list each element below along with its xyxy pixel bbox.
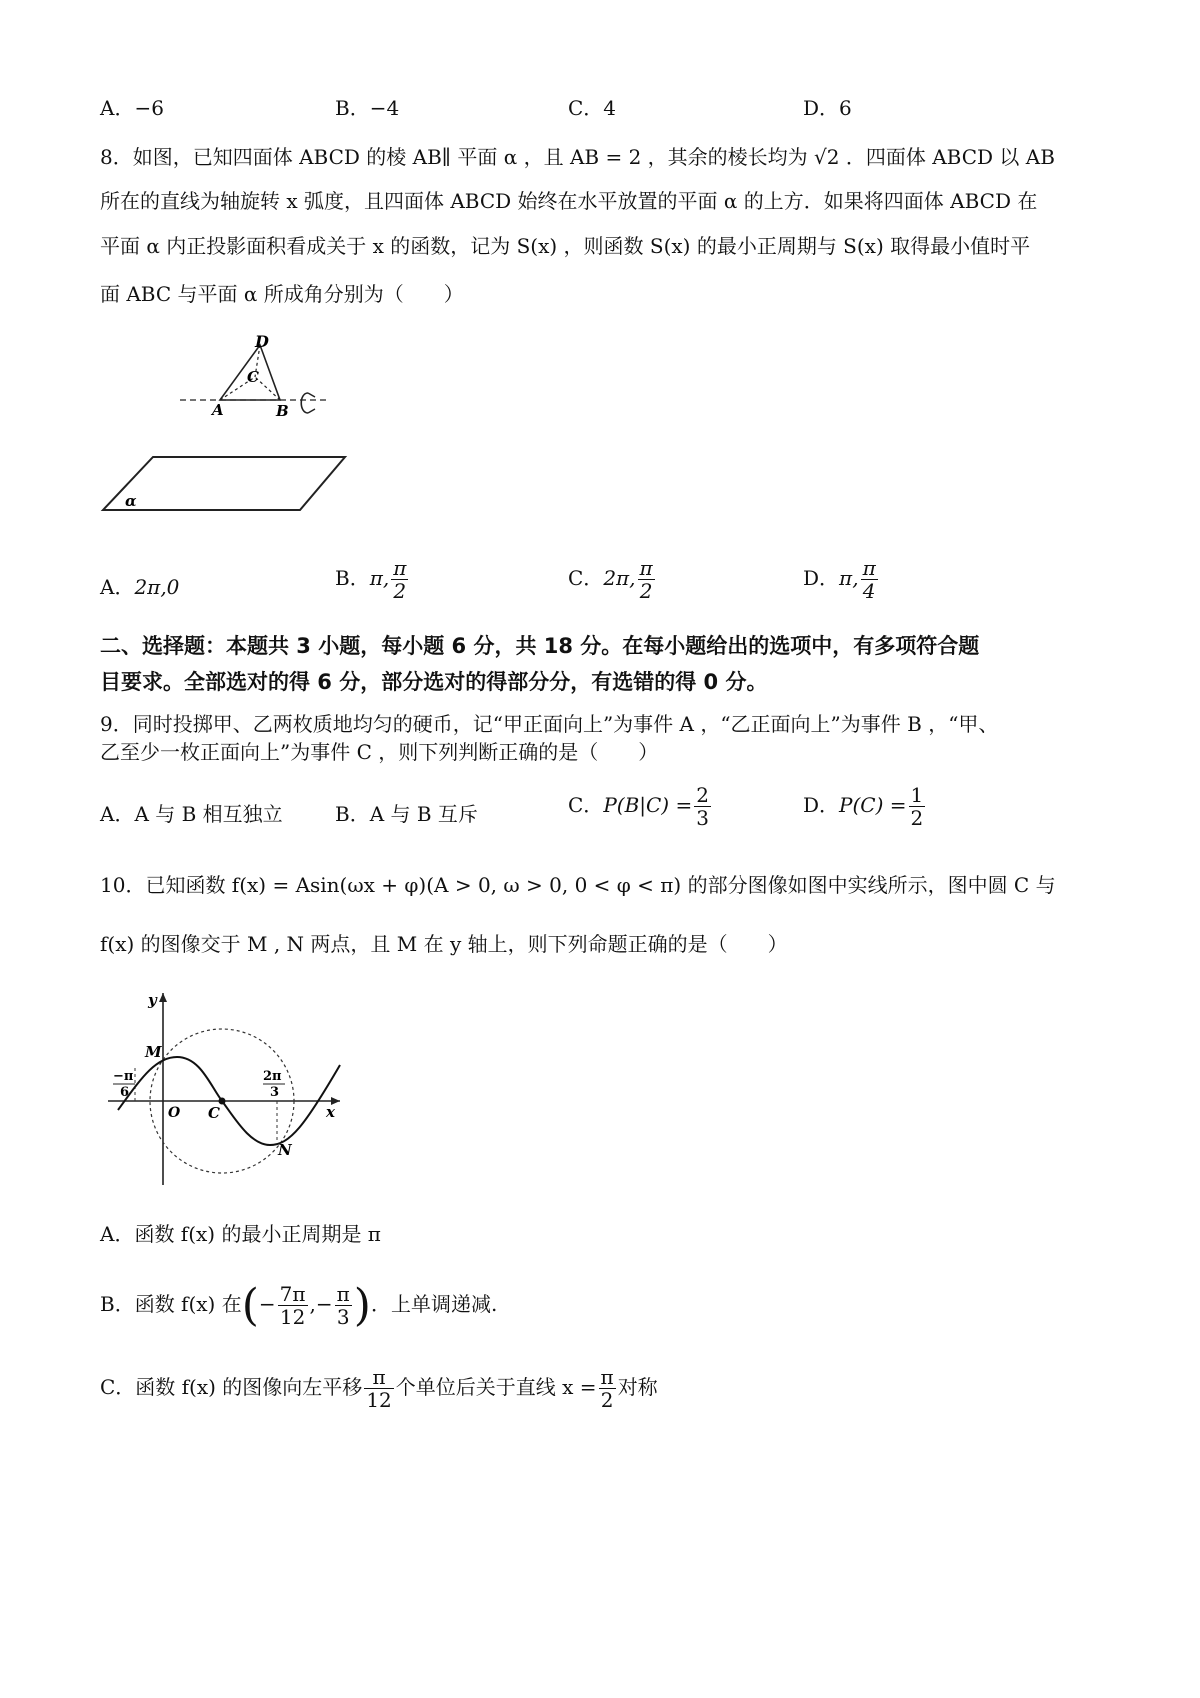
q8-option-d-num: π xyxy=(862,556,876,580)
q9-option-a: A．A 与 B 相互独立 xyxy=(100,802,283,826)
q8-tetrahedron-figure xyxy=(95,325,355,525)
q10-option-c-num1: π xyxy=(364,1366,393,1389)
q9-option-c xyxy=(568,784,713,829)
q7-option-a: A．−6 xyxy=(100,96,164,120)
q8-label-b: B xyxy=(276,402,289,420)
q8-option-d xyxy=(803,557,880,602)
q9-option-c-den: 3 xyxy=(696,806,709,830)
q10-label-three: 3 xyxy=(270,1085,280,1100)
q8-option-a-letter: A． xyxy=(100,575,135,599)
q7-option-c: C．4 xyxy=(568,96,617,120)
q8-line-3: 平面 α 内正投影面积看成关于 x 的函数，记为 S(x) ，则函数 S(x) 的最小正周期与 S(x) 取得最小值时平 xyxy=(100,234,1031,258)
q9-option-d xyxy=(803,784,927,829)
q8-option-c xyxy=(568,557,657,602)
q8-label-a: A xyxy=(212,401,224,419)
q10-label-n: N xyxy=(278,1141,292,1159)
q9-option-d-letter: D． xyxy=(803,793,840,817)
q10-option-b-pre: B．函数 f(x) 在 xyxy=(100,1292,242,1316)
q7-option-b: B．−4 xyxy=(335,96,400,120)
q8-option-d-den: 4 xyxy=(862,579,876,603)
q10-option-b-num2: π xyxy=(336,1282,350,1306)
section2-heading-line-1: 二、选择题：本题共 3 小题，每小题 6 分，共 18 分。在每小题给出的选项中，有多项符合题 xyxy=(100,634,980,658)
q10-option-b: B．函数 f(x) 在(− $\frac{7\pi}{12}$ ,− $\frac{\pi}{3}$ )．上单调递减. xyxy=(100,1280,498,1331)
q10-label-six: 6 xyxy=(120,1085,130,1100)
q8-option-a xyxy=(100,571,179,600)
q10-label-o: O xyxy=(168,1105,181,1121)
q10-option-c-mid: 个单位后关于直线 x = xyxy=(395,1375,597,1399)
q8-line-4: 面 ABC 与平面 α 所成角分别为（ ） xyxy=(100,282,464,306)
q8-label-c: C xyxy=(247,368,259,386)
q10-option-c-post: 对称 xyxy=(617,1375,658,1399)
q9-option-c-pre: P(B|C) = xyxy=(603,793,693,817)
q9-option-d-den: 2 xyxy=(910,806,924,830)
q10-sine-circle-figure xyxy=(100,985,360,1195)
q8-option-d-pre: π, xyxy=(839,566,859,590)
q10-label-x: x xyxy=(326,1103,335,1121)
q9-option-d-pre: P(C) = xyxy=(839,793,907,817)
q10-label-y: y xyxy=(148,991,157,1009)
q10-option-a: A．函数 f(x) 的最小正周期是 π xyxy=(100,1222,381,1246)
q10-option-b-num1: 7π xyxy=(279,1282,306,1306)
q10-option-c xyxy=(100,1366,658,1411)
q9-option-b: B．A 与 B 互斥 xyxy=(335,802,478,826)
q10-label-neg-pi: −π xyxy=(113,1069,134,1084)
q8-label-d: D xyxy=(255,332,269,351)
q9-option-d-num: 1 xyxy=(910,783,924,807)
q10-label-two-pi: 2π xyxy=(263,1069,282,1084)
q8-option-c-den: 2 xyxy=(639,579,653,603)
q10-line-1: 10．已知函数 f(x) = Asin(ωx + φ)(A > 0, ω > 0, 0 < φ < π) 的部分图像如图中实线所示，图中圆 C 与 xyxy=(100,873,1056,897)
q8-line-1: 8．如图，已知四面体 ABCD 的棱 AB∥ 平面 α ，且 AB = 2 ，其余的棱长均为 √2 ．四面体 ABCD 以 AB xyxy=(100,145,1055,169)
q8-option-b-letter: B． xyxy=(335,566,370,590)
q8-option-b xyxy=(335,557,410,602)
q10-option-b-den1: 12 xyxy=(279,1305,306,1329)
q8-option-a-text: 2π,0 xyxy=(134,575,180,599)
q8-option-b-den: 2 xyxy=(393,579,407,603)
q10-option-c-pre: C．函数 f(x) 的图像向左平移 xyxy=(100,1375,363,1399)
q8-line-2: 所在的直线为轴旋转 x 弧度，且四面体 ABCD 始终在水平放置的平面 α 的上方．如果将四面体 ABCD 在 xyxy=(100,189,1038,213)
q8-option-d-letter: D． xyxy=(803,566,840,590)
q10-option-c-den1: 12 xyxy=(366,1388,392,1412)
q8-option-c-num: π xyxy=(639,556,653,580)
q9-option-c-letter: C． xyxy=(568,793,604,817)
q8-option-c-pre: 2π, xyxy=(603,566,636,590)
q10-option-b-den2: 3 xyxy=(336,1305,350,1329)
section2-heading-line-2: 目要求。全部选对的得 6 分，部分选对的得部分分，有选错的得 0 分。 xyxy=(100,670,768,694)
q10-label-m: M xyxy=(145,1043,162,1061)
q8-option-b-num: π xyxy=(393,556,407,580)
q9-option-c-num: 2 xyxy=(696,783,709,807)
q9-line-2: 乙至少一枚正面向上”为事件 C ，则下列判断正确的是（ ） xyxy=(100,740,659,764)
q10-option-b-post: ．上单调递减. xyxy=(370,1292,498,1316)
q8-option-c-letter: C． xyxy=(568,566,604,590)
q8-option-b-pre: π, xyxy=(369,566,390,590)
q7-option-d: D．6 xyxy=(803,96,852,120)
q8-label-alpha: α xyxy=(125,492,137,510)
q10-line-2: f(x) 的图像交于 M , N 两点，且 M 在 y 轴上，则下列命题正确的是（ ） xyxy=(100,932,788,956)
q10-option-c-num2: π xyxy=(600,1365,614,1389)
q9-line-1: 9．同时投掷甲、乙两枚质地均匀的硬币，记“甲正面向上”为事件 A ，“乙正面向上”为事件 B ，“甲、 xyxy=(100,712,999,736)
q10-label-c: C xyxy=(208,1104,220,1122)
q10-option-c-den2: 2 xyxy=(600,1388,614,1412)
